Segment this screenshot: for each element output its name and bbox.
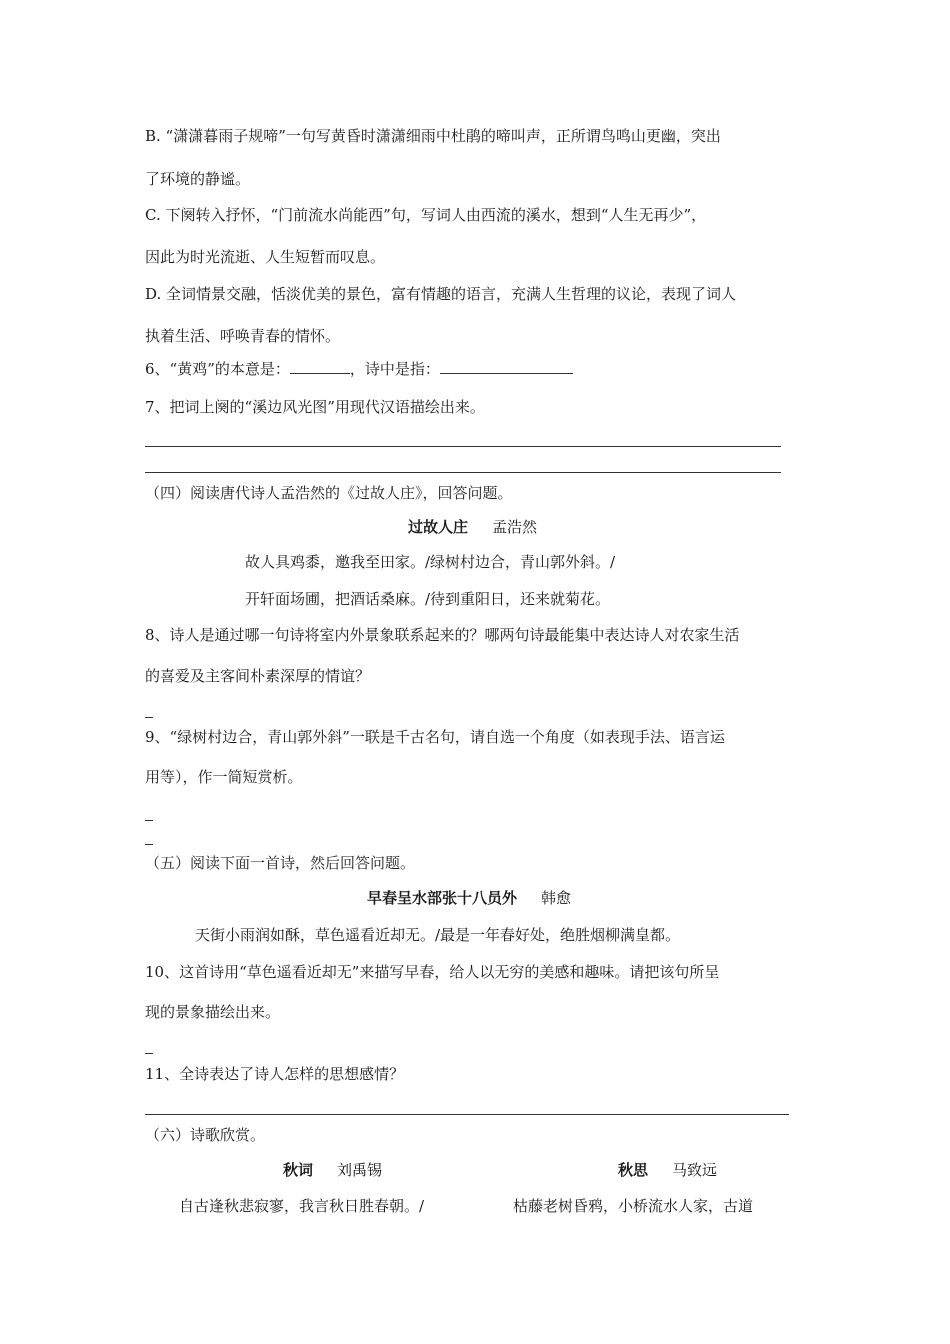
- option-d-line1: D. 全词情景交融，恬淡优美的景色，富有情趣的语言，充满人生哲理的议论，表现了词人: [145, 285, 737, 303]
- question-10-line2: 现的景象描绘出来。: [145, 1003, 281, 1021]
- poem-1-title: [408, 517, 537, 537]
- poem-2-author: 韩愈: [541, 889, 572, 907]
- poem-1-line1: 故人具鸡黍，邀我至田家。/绿树村边合，青山郭外斜。/: [245, 553, 616, 571]
- question-11: 11、全诗表达了诗人怎样的思想感情？: [145, 1065, 405, 1083]
- poem-4-name: 秋思: [618, 1161, 649, 1179]
- question-6-part1: 6、“黄鸡”的本意是：: [145, 360, 290, 378]
- option-d-line2: 执着生活、呼唤青春的情怀。: [145, 327, 341, 345]
- option-b-line2: 了环境的静谧。: [145, 170, 251, 188]
- answer-blank-1[interactable]: [290, 359, 350, 374]
- poem-1-author: 孟浩然: [492, 518, 538, 536]
- poem-2-name: 早春呈水部张十八员外: [367, 889, 518, 907]
- question-7: 7、把词上阕的“溪边风光图”用现代汉语描绘出来。: [145, 398, 485, 416]
- section-5-heading: （五）阅读下面一首诗，然后回答问题。: [145, 854, 416, 872]
- poem-4-author: 马致远: [672, 1161, 718, 1179]
- question-8-line2: 的喜爱及主客间朴素深厚的情谊？: [145, 667, 371, 685]
- option-c-line1: C. 下阕转入抒怀，“门前流水尚能西”句，写词人由西流的溪水，想到“人生无再少”，: [145, 206, 707, 224]
- question-8-line1: 8、诗人是通过哪一句诗将室内外景象联系起来的？哪两句诗最能集中表达诗人对农家生活: [145, 626, 740, 644]
- question-9-line2: 用等），作一简短赏析。: [145, 768, 303, 786]
- answer-blank-2[interactable]: [440, 359, 573, 374]
- answer-stub[interactable]: [145, 844, 153, 845]
- answer-stub[interactable]: [145, 1053, 153, 1054]
- section-4-heading: （四）阅读唐代诗人孟浩然的《过故人庄》，回答问题。: [145, 484, 513, 502]
- answer-line[interactable]: [145, 446, 781, 447]
- question-6-part2: ，诗中是指：: [349, 360, 440, 378]
- section-6-heading: （六）诗歌欣赏。: [145, 1126, 266, 1144]
- poem-4-line1: 枯藤老树昏鸦，小桥流水人家，古道: [513, 1197, 754, 1215]
- question-10-line1: 10、这首诗用“草色遥看近却无”来描写早春，给人以无穷的美感和趣味。请把该句所呈: [145, 963, 720, 981]
- question-9-line1: 9、“绿树村边合，青山郭外斜”一联是千古名句，请自选一个角度（如表现手法、语言运: [145, 728, 725, 746]
- option-c-line2: 因此为时光流逝、人生短暂而叹息。: [145, 248, 386, 266]
- answer-line[interactable]: [145, 1114, 789, 1115]
- poem-1-line2: 开轩面场圃，把酒话桑麻。/待到重阳日，还来就菊花。: [245, 590, 611, 608]
- poem-2-title: [367, 888, 571, 908]
- poem-1-name: 过故人庄: [408, 518, 469, 536]
- poem-3-name: 秋词: [283, 1161, 314, 1179]
- poem-4-title: [618, 1160, 717, 1180]
- option-b-line1: B. “潇潇暮雨子规啼”一句写黄昏时潇潇细雨中杜鹃的啼叫声，正所谓鸟鸣山更幽，突出: [145, 127, 721, 145]
- poem-3-line1: 自古逢秋悲寂寥，我言秋日胜春朝。/: [179, 1197, 425, 1215]
- answer-stub[interactable]: [145, 820, 153, 821]
- answer-line[interactable]: [145, 472, 781, 473]
- answer-stub[interactable]: [145, 717, 153, 718]
- poem-3-title: [283, 1160, 382, 1180]
- poem-3-author: 刘禹锡: [337, 1161, 383, 1179]
- poem-2-text: 天街小雨润如酥，草色遥看近却无。/最是一年春好处，绝胜烟柳满皇都。: [195, 926, 681, 944]
- question-6: [145, 359, 573, 379]
